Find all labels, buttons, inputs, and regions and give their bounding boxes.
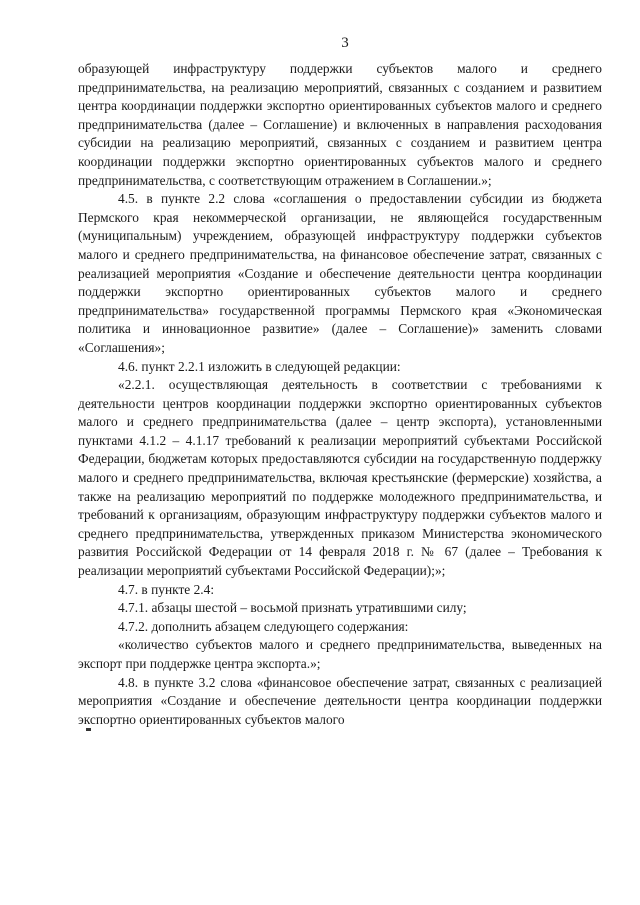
- paragraph-continuation: образующей инфраструктуру поддержки субъектов малого и среднего предпринимательства, на реализацию мероприятий, связанных с созданием и развитием центра координации поддержки экспортно ориентированных субъектов малого и среднего предпринимательства (далее – Соглашение) и включенных в направления расходования субсидии на реализацию мероприятий, связанных с созданием и развитием центра координации поддержки экспортно ориентированных субъектов малого и среднего предпринимательства, с соответствующим отражением в Соглашении.»;: [78, 61, 602, 188]
- paragraph-4-6: 4.6. пункт 2.2.1 изложить в следующей редакции:: [118, 358, 401, 374]
- paragraph-4-5: 4.5. в пункте 2.2 слова «соглашения о предоставлении субсидии из бюджета Пермского края некоммерческой организации, не являющейся государственным (муниципальным) учреждением, образующей инфраструктуру поддержки субъектов малого и среднего предпринимательства, на финансовое обеспечение затрат, связанных с реализацией мероприятия «Создание и обеспечение деятельности центра координации поддержки экспортно ориентированных субъектов малого и среднего предпринимательства» государственной программы Пермского края «Экономическая политика и инновационное развитие» (далее – Соглашение)» заменить словами «Соглашения»;: [78, 191, 602, 355]
- paragraph-4-8: 4.8. в пункте 3.2 слова «финансовое обеспечение затрат, связанных с реализацией мероприятия «Создание и обеспечение деятельности центра координации поддержки экспортно ориентированных субъектов малого: [78, 674, 602, 727]
- paragraph-4-7-1: 4.7.1. абзацы шестой – восьмой признать утратившими силу;: [118, 600, 467, 616]
- paragraph-quote-count: «количество субъектов малого и среднего предпринимательства, выведенных на экспорт при поддержке центра экспорта.»;: [78, 637, 602, 671]
- page-number: 3: [341, 35, 349, 51]
- paragraph-4-7: 4.7. в пункте 2.4:: [118, 581, 215, 597]
- margin-mark: [86, 728, 91, 731]
- paragraph-2-2-1: «2.2.1. осуществляющая деятельность в соответствии с требованиями к деятельности центров координации поддержки экспортно ориентированных субъектов малого и среднего предпринимательства (далее – центр экспорта), установленными пунктами 4.1.2 – 4.1.17 требований к реализации мероприятий субъектами Российской Федерации, бюджетам которых предоставляются субсидии на государственную поддержку малого и среднего предпринимательства, включая крестьянские (фермерские) хозяйства, а также на реализацию мероприятий по поддержке молодежного предпринимательства, и требований к организациям, образующим инфраструктуру поддержки субъектов малого и среднего предпринимательства, утвержденных приказом Министерства экономического развития Российской Федерации от 14 февраля 2018 г. № 67 (далее – Требования к реализации мероприятий субъектами Российской Федерации);»;: [78, 377, 602, 579]
- document-body: [78, 60, 602, 729]
- paragraph-4-7-2: 4.7.2. дополнить абзацем следующего содержания:: [118, 618, 409, 634]
